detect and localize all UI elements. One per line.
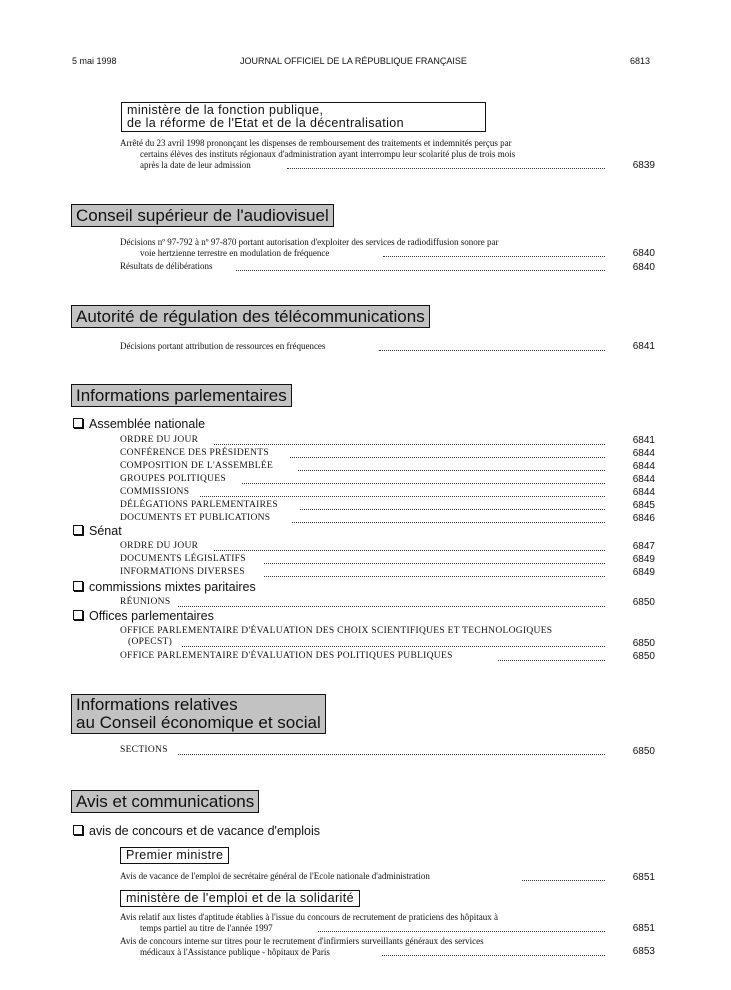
dot-leader (498, 660, 605, 661)
list-item[interactable]: OFFICE PARLEMENTAIRE D'ÉVALUATION DES CHOIX SCIENTIFIQUES ET TECHNOLOGIQUES (120, 626, 553, 636)
page-ref: 6850 (632, 638, 655, 649)
dot-leader (182, 646, 605, 647)
entry-line: Arrêté du 23 avril 1998 prononçant les dispenses de remboursement des traitements et indemnités perçus par (120, 138, 512, 148)
dot-leader (178, 754, 605, 755)
ministry-box-premier-ministre: Premier ministre (120, 847, 229, 864)
page-ref: 6840 (632, 248, 655, 259)
page-ref: 6844 (632, 461, 655, 472)
checkbox-square-icon (73, 525, 83, 535)
page-ref: 6844 (632, 487, 655, 498)
header-page-number: 6813 (630, 56, 651, 66)
page-ref: 6841 (632, 341, 655, 352)
ministry-box-line-2: de la réforme de l'Etat et de la décentralisation (127, 116, 404, 130)
section-title: Offices parlementaires (89, 609, 214, 623)
header-journal-title: JOURNAL OFFICIEL DE LA RÉPUBLIQUE FRANÇAISE (240, 56, 467, 66)
ministry-box-emploi-solidarite: ministère de l'emploi et de la solidarité (120, 890, 360, 907)
list-item-continued: (OPECST) (128, 637, 173, 647)
checkbox-square-icon (73, 581, 83, 591)
dot-leader (287, 168, 605, 169)
checkbox-square-icon (73, 610, 83, 620)
list-item[interactable]: INFORMATIONS DIVERSES (120, 567, 245, 577)
section-title: commissions mixtes paritaires (89, 580, 256, 594)
list-item[interactable]: COMPOSITION DE L'ASSEMBLÉE (120, 461, 274, 471)
list-item[interactable]: DOCUMENTS ET PUBLICATIONS (120, 513, 271, 523)
dot-leader (382, 955, 605, 956)
banner-line-2: au Conseil économique et social (76, 713, 321, 732)
header-date: 5 mai 1998 (72, 56, 117, 66)
dot-leader (290, 457, 605, 458)
list-item[interactable]: ORDRE DU JOUR (120, 435, 199, 445)
dot-leader (292, 522, 605, 523)
section-title: Assemblée nationale (89, 417, 206, 431)
page-ref: 6846 (632, 513, 655, 524)
dot-leader (242, 483, 605, 484)
page-ref: 6847 (632, 541, 655, 552)
entry-resultats[interactable]: Résultats de délibérations (120, 261, 213, 271)
entry-line: Avis de concours interne sur titres pour le recrutement d'infirmiers surveillants généraux des services (120, 936, 484, 946)
entry-line: Avis relatif aux listes d'aptitude établies à l'issue du concours de recrutement de praticiens des hôpitaux à (120, 912, 498, 922)
checkbox-square-icon (73, 418, 83, 428)
entry-line: voie hertzienne terrestre en modulation de fréquence (140, 248, 330, 258)
list-item[interactable]: GROUPES POLITIQUES (120, 474, 226, 484)
dot-leader (379, 350, 605, 351)
entry-line: temps partiel au titre de l'année 1997 (140, 923, 273, 933)
list-item[interactable]: OFFICE PARLEMENTAIRE D'ÉVALUATION DES POLITIQUES PUBLIQUES (120, 651, 453, 661)
section-offices-parlementaires (73, 609, 214, 623)
section-assemblee-nationale (73, 417, 205, 431)
page-ref: 6839 (632, 160, 655, 171)
entry-vacance-ena[interactable]: Avis de vacance de l'emploi de secrétaire général de l'Ecole nationale d'administration (120, 871, 430, 881)
dot-leader (264, 563, 605, 564)
list-item[interactable]: COMMISSIONS (120, 487, 190, 497)
dot-leader (236, 270, 605, 271)
entry-arrete[interactable] (120, 138, 607, 171)
banner-csa: Conseil supérieur de l'audiovisuel (71, 204, 334, 227)
dot-leader (318, 931, 605, 932)
list-item[interactable]: ORDRE DU JOUR (120, 541, 199, 551)
page-ref: 6850 (632, 651, 655, 662)
section-avis-concours (73, 824, 320, 838)
entry-line: après la date de leur admission (140, 160, 251, 170)
page-ref: 6850 (632, 597, 655, 608)
entry-line: Décisions nº 97-792 à nº 97-870 portant autorisation d'exploiter des services de radiodiffusion sonore par (120, 237, 499, 247)
page-ref: 6849 (632, 554, 655, 565)
page-ref: 6850 (632, 746, 655, 757)
page-ref: 6853 (632, 946, 655, 957)
ministry-box-line-1: ministère de la fonction publique, (127, 103, 324, 117)
list-item[interactable]: RÉUNIONS (120, 597, 171, 607)
entry-line: médicaux à l'Assistance publique - hôpitaux de Paris (140, 947, 330, 957)
banner-informations-parlementaires: Informations parlementaires (71, 384, 292, 407)
page-ref: 6844 (632, 448, 655, 459)
dot-leader (214, 550, 605, 551)
dot-leader (264, 576, 605, 577)
section-title: avis de concours et de vacance d'emplois (89, 824, 320, 838)
page-ref: 6841 (632, 435, 655, 446)
page-ref: 6851 (632, 923, 655, 934)
list-item[interactable]: DÉLÉGATIONS PARLEMENTAIRES (120, 500, 278, 510)
page-ref: 6851 (632, 872, 655, 883)
dot-leader (298, 470, 605, 471)
section-title: Sénat (89, 524, 122, 538)
dot-leader (383, 256, 605, 257)
dot-leader (200, 496, 605, 497)
banner-conseil-economique (71, 694, 326, 734)
dot-leader (300, 509, 605, 510)
banner-avis-communications: Avis et communications (71, 790, 259, 813)
section-senat (73, 524, 122, 538)
banner-line-1: Informations relatives (76, 695, 238, 714)
page-ref: 6845 (632, 500, 655, 511)
dot-leader (522, 880, 605, 881)
checkbox-square-icon (73, 825, 83, 835)
page-ref: 6844 (632, 474, 655, 485)
list-item[interactable]: CONFÉRENCE DES PRÉSIDENTS (120, 448, 269, 458)
list-item[interactable]: SECTIONS (120, 745, 168, 755)
entry-decisions-art[interactable]: Décisions portant attribution de ressources en fréquences (120, 341, 326, 351)
ministry-box-fonction-publique (121, 102, 486, 132)
dot-leader (178, 606, 605, 607)
banner-art: Autorité de régulation des télécommunications (71, 305, 430, 328)
page-ref: 6849 (632, 567, 655, 578)
dot-leader (214, 444, 605, 445)
list-item[interactable]: DOCUMENTS LÉGISLATIFS (120, 554, 246, 564)
section-commissions-mixtes (73, 580, 256, 594)
page-ref: 6840 (632, 262, 655, 273)
entry-line: certains élèves des instituts régionaux d'administration ayant interrompu leur scolarité plus de trois mois (140, 149, 516, 159)
